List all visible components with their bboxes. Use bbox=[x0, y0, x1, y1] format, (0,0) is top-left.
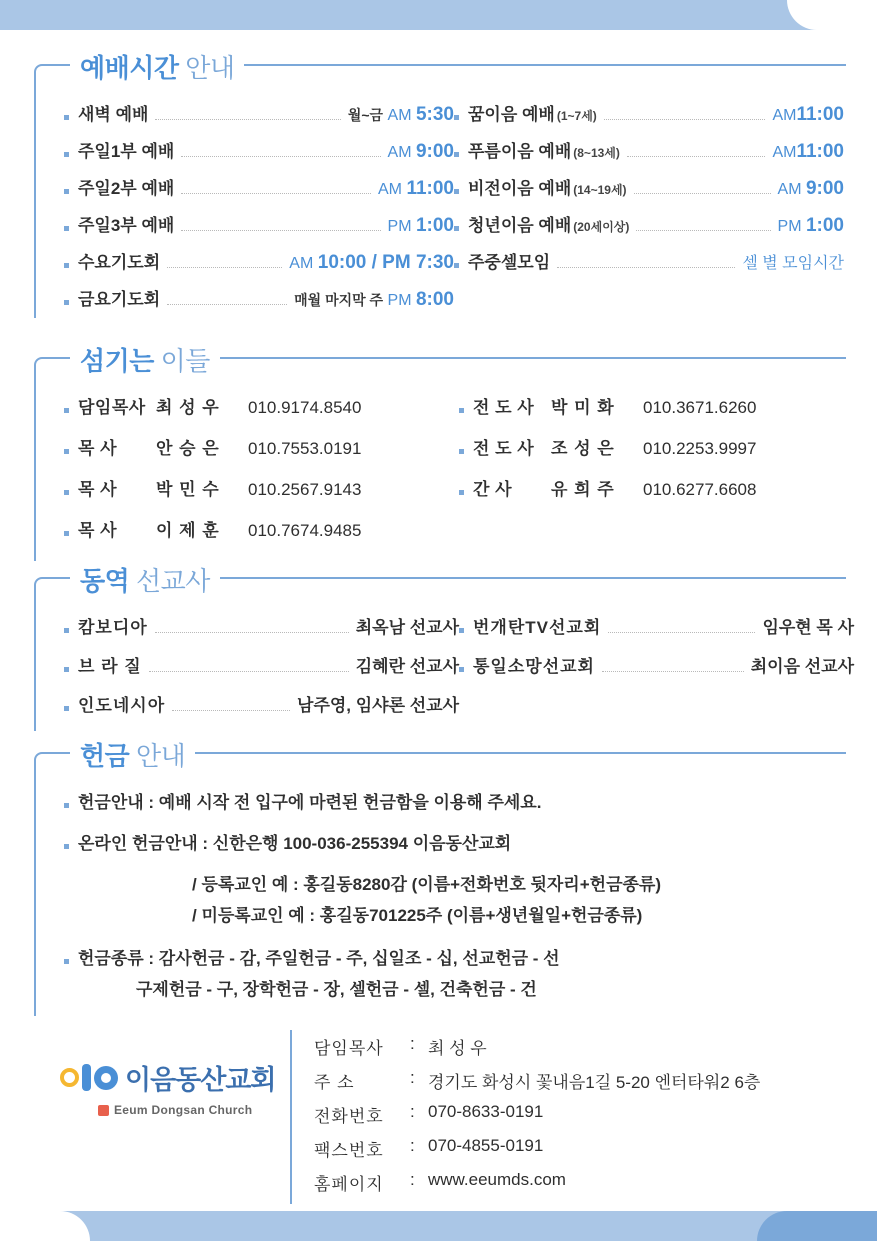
staff-phone: 010.9174.8540 bbox=[248, 398, 362, 417]
worship-time bbox=[388, 215, 454, 237]
bullet-icon bbox=[64, 263, 69, 268]
mission-column-right bbox=[459, 613, 854, 730]
staff-name: 박 미 화 bbox=[551, 398, 615, 417]
worship-label: 푸름이음 예배 bbox=[468, 142, 572, 161]
worship-column-left bbox=[64, 100, 454, 322]
contact-value: 070-4855-0191 bbox=[428, 1136, 544, 1155]
offering-subline: / 등록교인 예 : 홍길동8280감 (이름+전화번호 뒷자리+헌금종류) bbox=[192, 875, 662, 894]
worship-row bbox=[64, 137, 454, 163]
bullet-icon bbox=[64, 706, 69, 711]
mission-column-left bbox=[64, 613, 459, 730]
bullet-icon bbox=[64, 844, 69, 849]
worship-title-light: 안내 bbox=[185, 53, 235, 83]
staff-role: 목 사 bbox=[78, 521, 118, 540]
contact-row bbox=[314, 1034, 760, 1059]
worship-age-note: (8~13세) bbox=[573, 146, 620, 160]
dot-leader bbox=[181, 179, 371, 194]
worship-period: PM bbox=[777, 218, 802, 235]
website-link[interactable]: www.eeumds.com bbox=[428, 1170, 566, 1189]
mission-row bbox=[64, 613, 459, 638]
dot-leader bbox=[172, 696, 290, 711]
worship-row bbox=[64, 100, 454, 126]
worship-time-value: 9:00 bbox=[415, 141, 454, 162]
mission-section-title bbox=[70, 561, 220, 598]
logo-mark bbox=[60, 1058, 290, 1097]
staff-phone: 010.3671.6260 bbox=[643, 398, 757, 417]
worship-time-value: 11:00 bbox=[796, 141, 844, 162]
contact-separator: : bbox=[410, 1170, 415, 1189]
mission-label: 인도네시아 bbox=[78, 696, 166, 715]
mission-row bbox=[459, 613, 854, 638]
bullet-icon bbox=[459, 408, 464, 413]
mission-columns bbox=[64, 613, 854, 730]
mission-title-bold: 동역 bbox=[80, 566, 130, 596]
dot-leader bbox=[155, 105, 340, 120]
worship-columns bbox=[64, 100, 854, 322]
worship-label: 주일3부 예배 bbox=[78, 216, 175, 235]
contact-key: 전화번호 bbox=[314, 1107, 384, 1126]
dot-leader bbox=[149, 657, 349, 672]
worship-age-note: (1~7세) bbox=[556, 109, 597, 123]
worship-time-value: 1:00 bbox=[805, 215, 844, 236]
bullet-icon bbox=[64, 490, 69, 495]
staff-row bbox=[64, 393, 459, 418]
bullet-icon bbox=[459, 449, 464, 454]
worship-label: 금요기도회 bbox=[78, 290, 161, 309]
worship-time bbox=[378, 178, 454, 200]
dot-leader bbox=[167, 290, 287, 305]
worship-row bbox=[454, 137, 844, 163]
bottom-decorative-band bbox=[0, 1211, 877, 1241]
bullet-icon bbox=[459, 667, 464, 672]
dot-leader bbox=[557, 253, 735, 268]
offering-subline: / 미등록교인 예 : 홍길동701225주 (이름+생년월일+헌금종류) bbox=[192, 906, 643, 925]
staff-column-right bbox=[459, 393, 854, 557]
contact-separator: : bbox=[410, 1102, 415, 1121]
mission-label: 브 라 질 bbox=[78, 657, 142, 676]
worship-label: 꿈이음 예배 bbox=[468, 105, 555, 124]
dot-leader bbox=[602, 657, 744, 672]
dot-leader bbox=[604, 105, 766, 120]
worship-time bbox=[778, 178, 844, 200]
staff-row bbox=[64, 516, 459, 541]
bullet-icon bbox=[64, 803, 69, 808]
offering-line bbox=[64, 829, 854, 854]
offering-title-light: 안내 bbox=[135, 741, 186, 771]
bullet-icon bbox=[454, 189, 459, 194]
bullet-icon bbox=[64, 667, 69, 672]
logo-korean-name: 이음동산교회 bbox=[125, 1065, 276, 1095]
staff-phone: 010.2253.9997 bbox=[643, 439, 757, 458]
worship-label: 새벽 예배 bbox=[78, 105, 149, 124]
staff-name: 안 승 은 bbox=[156, 439, 220, 458]
staff-row bbox=[459, 393, 854, 418]
worship-row bbox=[64, 248, 454, 274]
staff-section-title bbox=[70, 341, 220, 378]
worship-section-title bbox=[70, 48, 244, 85]
staff-role: 전 도 사 bbox=[473, 398, 535, 417]
contact-block bbox=[290, 1030, 760, 1204]
worship-period: AM bbox=[772, 144, 797, 161]
worship-period: PM bbox=[387, 218, 412, 235]
dot-leader bbox=[627, 142, 766, 157]
bullet-icon bbox=[454, 115, 459, 120]
worship-time bbox=[388, 141, 454, 163]
staff-name: 최 성 우 bbox=[156, 398, 220, 417]
dot-leader bbox=[634, 179, 771, 194]
worship-label: 주일1부 예배 bbox=[78, 142, 175, 161]
mission-row bbox=[459, 652, 854, 677]
dot-leader bbox=[181, 142, 380, 157]
worship-row bbox=[454, 174, 844, 200]
staff-name: 조 성 은 bbox=[551, 439, 615, 458]
staff-row bbox=[459, 434, 854, 459]
worship-time-value: 10:00 / PM 7:30 bbox=[317, 252, 454, 273]
staff-row bbox=[64, 434, 459, 459]
contact-key: 주 소 bbox=[314, 1073, 355, 1092]
offering-body bbox=[64, 788, 854, 1004]
contact-key: 담임목사 bbox=[314, 1039, 384, 1058]
staff-role: 담임목사 bbox=[78, 398, 146, 417]
worship-period: AM bbox=[289, 255, 314, 272]
worship-row bbox=[64, 211, 454, 237]
worship-period: PM bbox=[387, 292, 412, 309]
logo-ring-icon bbox=[60, 1068, 79, 1087]
contact-key: 팩스번호 bbox=[314, 1141, 384, 1160]
contact-row bbox=[314, 1068, 760, 1093]
staff-name: 이 제 훈 bbox=[156, 521, 220, 540]
staff-role: 전 도 사 bbox=[473, 439, 535, 458]
bullet-icon bbox=[454, 152, 459, 157]
worship-row bbox=[454, 100, 844, 126]
staff-row bbox=[459, 475, 854, 500]
mission-value: 김혜란 선교사 bbox=[355, 657, 459, 676]
staff-role: 간 사 bbox=[473, 480, 513, 499]
worship-period: AM bbox=[387, 107, 412, 124]
staff-row bbox=[64, 475, 459, 500]
dot-leader bbox=[608, 618, 755, 633]
bullet-icon bbox=[64, 300, 69, 305]
mission-row bbox=[64, 691, 459, 716]
worship-row bbox=[64, 174, 454, 200]
dot-leader bbox=[155, 618, 349, 633]
logo-square-icon bbox=[98, 1105, 109, 1116]
worship-label: 비전이음 예배 bbox=[468, 179, 572, 198]
staff-column-left bbox=[64, 393, 459, 557]
worship-time bbox=[294, 289, 454, 311]
staff-name: 유 희 주 bbox=[551, 480, 615, 499]
dot-leader bbox=[636, 216, 770, 231]
worship-time-value: 11:00 bbox=[796, 104, 844, 125]
bullet-icon bbox=[64, 226, 69, 231]
worship-row bbox=[454, 211, 844, 237]
worship-time bbox=[348, 104, 454, 126]
worship-title-bold: 예배시간 bbox=[80, 53, 179, 83]
worship-time bbox=[289, 252, 454, 274]
staff-title-bold: 섬기는 bbox=[80, 346, 154, 376]
bullet-icon bbox=[64, 189, 69, 194]
worship-label: 주중셀모임 bbox=[468, 253, 551, 272]
staff-name: 박 민 수 bbox=[156, 480, 220, 499]
worship-period: AM bbox=[772, 107, 797, 124]
worship-label: 청년이음 예배 bbox=[468, 216, 572, 235]
mission-value: 최이음 선교사 bbox=[750, 657, 854, 676]
mission-label: 번개탄TV선교회 bbox=[473, 618, 602, 637]
staff-columns bbox=[64, 393, 854, 557]
staff-phone: 010.6277.6608 bbox=[643, 480, 757, 499]
offering-subline: 구제헌금 - 구, 장학헌금 - 장, 셀헌금 - 셀, 건축헌금 - 건 bbox=[136, 980, 537, 999]
worship-time-value: 8:00 bbox=[415, 289, 454, 310]
staff-role: 목 사 bbox=[78, 439, 118, 458]
staff-phone: 010.7553.0191 bbox=[248, 439, 362, 458]
staff-role: 목 사 bbox=[78, 480, 118, 499]
offering-text: 온라인 헌금안내 : 신한은행 100-036-255394 이음동산교회 bbox=[78, 834, 512, 853]
worship-time bbox=[778, 215, 844, 237]
staff-phone: 010.2567.9143 bbox=[248, 480, 362, 499]
bullet-icon bbox=[64, 152, 69, 157]
worship-label: 주일2부 예배 bbox=[78, 179, 175, 198]
contact-separator: : bbox=[410, 1136, 415, 1155]
offering-line bbox=[64, 788, 854, 813]
worship-prefix: 월~금 bbox=[347, 107, 384, 123]
mission-title-light: 선교사 bbox=[135, 566, 210, 596]
worship-time-value: 11:00 bbox=[406, 178, 454, 199]
bullet-icon bbox=[454, 226, 459, 231]
worship-label: 수요기도회 bbox=[78, 253, 161, 272]
dot-leader bbox=[181, 216, 380, 231]
contact-separator: : bbox=[410, 1068, 415, 1087]
worship-column-right bbox=[454, 100, 844, 322]
worship-time-value: 9:00 bbox=[805, 178, 844, 199]
contact-row bbox=[314, 1102, 760, 1127]
worship-row bbox=[64, 285, 454, 311]
worship-time bbox=[772, 104, 844, 126]
mission-label: 캄보디아 bbox=[78, 618, 148, 637]
mission-row bbox=[64, 652, 459, 677]
worship-row bbox=[454, 248, 844, 273]
mission-label: 통일소망선교회 bbox=[473, 657, 595, 676]
logo-english-row bbox=[98, 1103, 290, 1117]
contact-row bbox=[314, 1170, 760, 1195]
worship-time-value: 5:30 bbox=[415, 104, 454, 125]
contact-value: 070-8633-0191 bbox=[428, 1102, 544, 1121]
staff-phone: 010.7674.9485 bbox=[248, 521, 362, 540]
church-logo bbox=[60, 1030, 290, 1117]
mission-value: 최옥남 선교사 bbox=[355, 618, 459, 637]
staff-title-light: 이들 bbox=[160, 346, 210, 376]
worship-time bbox=[772, 141, 844, 163]
bullet-icon bbox=[459, 628, 464, 633]
bullet-icon bbox=[64, 408, 69, 413]
mission-value: 임우현 목 사 bbox=[762, 618, 854, 637]
worship-period: AM bbox=[378, 181, 402, 198]
offering-title-bold: 헌금 bbox=[80, 741, 130, 771]
logo-english-name: Eeum Dongsan Church bbox=[114, 1103, 253, 1117]
offering-text: 헌금종류 : 감사헌금 - 감, 주일헌금 - 주, 십일조 - 십, 선교헌금 - 선 bbox=[78, 949, 560, 968]
logo-circle-icon bbox=[94, 1066, 118, 1090]
logo-bar-icon bbox=[82, 1064, 91, 1091]
worship-time-value: 셀 별 모임시간 bbox=[742, 255, 844, 272]
contact-value: 최 성 우 bbox=[428, 1039, 487, 1058]
bullet-icon bbox=[64, 449, 69, 454]
bullet-icon bbox=[459, 490, 464, 495]
worship-time bbox=[742, 250, 844, 273]
worship-time-value: 1:00 bbox=[415, 215, 454, 236]
contact-value: 경기도 화성시 꽃내음1길 5-20 엔터타워2 6층 bbox=[428, 1073, 761, 1092]
contact-separator: : bbox=[410, 1034, 415, 1053]
offering-line bbox=[64, 944, 854, 969]
worship-period: AM bbox=[777, 181, 802, 198]
offering-text: 헌금안내 : 예배 시작 전 입구에 마련된 헌금함을 이용해 주세요. bbox=[78, 793, 542, 812]
contact-key: 홈페이지 bbox=[314, 1175, 384, 1194]
offering-section-title bbox=[70, 736, 195, 773]
bullet-icon bbox=[64, 531, 69, 536]
worship-prefix: 매월 마지막 주 bbox=[294, 292, 384, 308]
footer bbox=[60, 1030, 850, 1204]
contact-row bbox=[314, 1136, 760, 1161]
worship-period: AM bbox=[387, 144, 412, 161]
worship-age-note: (20세이상) bbox=[573, 220, 630, 234]
bullet-icon bbox=[64, 959, 69, 964]
bullet-icon bbox=[64, 628, 69, 633]
bullet-icon bbox=[454, 263, 459, 268]
worship-age-note: (14~19세) bbox=[573, 183, 627, 197]
mission-value: 남주영, 임샤론 선교사 bbox=[297, 696, 459, 715]
top-decorative-band bbox=[0, 0, 877, 30]
dot-leader bbox=[167, 253, 282, 268]
bullet-icon bbox=[64, 115, 69, 120]
